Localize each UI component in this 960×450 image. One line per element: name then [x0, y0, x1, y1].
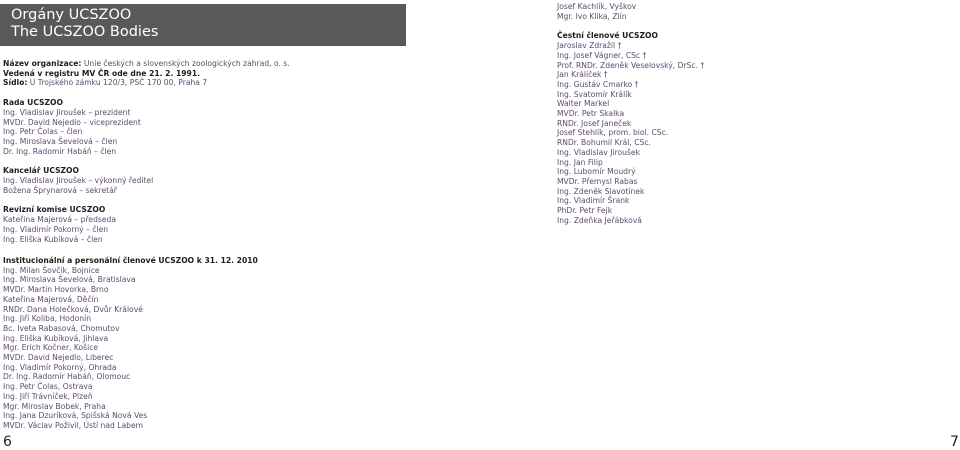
honorary-member: MVDr. Přemysl Rabas: [557, 176, 638, 186]
institutional-member: Bc. Iveta Rabasová, Chomutov: [3, 323, 120, 333]
institutional-member: Kateřina Majerová, Děčín: [3, 294, 99, 304]
rada-member: MVDr. David Nejedlo – viceprezident: [3, 117, 141, 127]
honorary-member: Ing. Lubomír Moudrý: [557, 167, 636, 177]
institutional-member: RNDr. Dana Holečková, Dvůr Králové: [3, 304, 143, 314]
page-number-right: 7: [950, 434, 959, 450]
org-name: [3, 59, 290, 69]
kancelar-member: Ing. Vladislav Jiroušek – výkonný ředitel: [3, 176, 154, 186]
org-name-label: Název organizace:: [3, 59, 82, 68]
institutional-member: Mgr. Miroslav Bobek, Praha: [3, 401, 106, 411]
rada-heading: Rada UCSZOO: [3, 98, 63, 108]
institutional-member: Mgr. Erich Kočner, Košice: [3, 343, 99, 353]
honorary-member: Ing. Vladimír Šrank: [557, 196, 630, 206]
institutional-member-continued: Mgr. Ivo Klika, Zlín: [557, 11, 627, 21]
institutional-heading: Institucionální a personální členové UCSZOO k 31. 12. 2010: [3, 256, 258, 265]
honorary-member: Jaroslav Zdražil †: [557, 41, 622, 51]
institutional-member: Ing. Jana Dzuríková, Spišská Nová Ves: [3, 411, 148, 421]
honorary-member: Ing. Zdeňka Jeřábková: [557, 215, 642, 225]
revizni-heading: Revizní komise UCSZOO: [3, 205, 106, 215]
institutional-member: MVDr. Martin Hovorka, Brno: [3, 285, 109, 295]
honorary-section: [557, 31, 704, 225]
org-seat-label: Sídlo:: [3, 78, 28, 88]
revizni-member: Ing. Eliška Kubíková – člen: [3, 234, 103, 244]
institutional-member: MVDr. Václav Poživil, Ústí nad Labem: [3, 420, 144, 430]
title-banner: [0, 4, 406, 46]
honorary-member: Josef Stehlík, prom. biol. CSc.: [557, 128, 669, 138]
honorary-member: RNDr. Josef Janeček: [557, 118, 632, 128]
institutional-section: [3, 256, 258, 431]
page-number-left: 6: [3, 434, 12, 450]
institutional-member-continued: Josef Kachlík, Vyškov: [557, 2, 637, 11]
revizni-section: [3, 205, 290, 244]
org-seat-value: U Trojského zámku 120/3, PSČ 170 00, Praha 7: [27, 78, 208, 88]
institutional-member: Ing. Miroslava Ševelová, Bratislava: [3, 275, 136, 285]
left-column: [3, 59, 290, 244]
honorary-member: Walter Markel: [557, 99, 610, 109]
rada-section: [3, 98, 290, 156]
honorary-member: Prof. RNDr. Zdeněk Veselovský, DrSc. †: [557, 60, 705, 70]
institutional-member: Ing. Jiří Trávníček, Plzeň: [3, 391, 93, 401]
org-registered: Vedená v registru MV ČR ode dne 21. 2. 1991.: [3, 68, 200, 78]
revizni-member: Kateřina Majerová – předseda: [3, 215, 116, 225]
rada-member: Dr. Ing. Radomír Habáň – člen: [3, 146, 117, 156]
title-english: The UCSZOO Bodies: [11, 24, 159, 40]
honorary-member: Jan Králíček †: [557, 70, 608, 80]
rada-member: Ing. Vladislav Jiroušek – prezident: [3, 107, 131, 117]
org-seat: [3, 78, 290, 88]
rada-member: Ing. Petr Čolas – člen: [3, 127, 83, 137]
institutional-member: Ing. Eliška Kubíková, Jihlava: [3, 333, 109, 343]
institutional-member: Ing. Milan Šovčík, Bojnice: [3, 265, 100, 275]
institutional-member: Ing. Jiří Koliba, Hodonín: [3, 314, 92, 324]
institutional-member: Ing. Vladimír Pokorný, Ohrada: [3, 362, 117, 372]
honorary-member: Ing. Vladislav Jiroušek: [557, 147, 641, 157]
revizni-member: Ing. Vladimír Pokorný – člen: [3, 224, 109, 234]
honorary-member: MVDr. Petr Skalka: [557, 109, 625, 119]
honorary-member: RNDr. Bohumil Král, CSc.: [557, 138, 651, 148]
institutional-member: Ing. Petr Čolas, Ostrava: [3, 382, 93, 392]
honorary-member: Ing. Gustáv Cmarko †: [557, 79, 639, 89]
right-column: [557, 2, 704, 225]
title-czech: Orgány UCSZOO: [11, 7, 132, 23]
honorary-member: Ing. Zdeněk Slavotínek: [557, 186, 645, 196]
org-name-value: Unie českých a slovenských zoologických zahrad, o. s.: [81, 59, 290, 68]
honorary-member: Ing. Jan Filip: [557, 157, 603, 167]
kancelar-heading: Kancelář UCSZOO: [3, 166, 79, 176]
honorary-heading: Čestní členové UCSZOO: [557, 31, 658, 41]
honorary-member: Ing. Svatomír Králík: [557, 89, 632, 99]
kancelar-section: [3, 166, 290, 195]
kancelar-member: Božena Šprynarová – sekretář: [3, 185, 117, 195]
honorary-member: Ing. Josef Vágner, CSc †: [557, 50, 647, 60]
institutional-member: MVDr. David Nejedlo, Liberec: [3, 353, 114, 363]
honorary-member: PhDr. Petr Fejk: [557, 206, 613, 216]
rada-member: Ing. Miroslava Ševelová – člen: [3, 136, 118, 146]
institutional-member: Dr. Ing. Radomír Habáň, Olomouc: [3, 372, 131, 382]
